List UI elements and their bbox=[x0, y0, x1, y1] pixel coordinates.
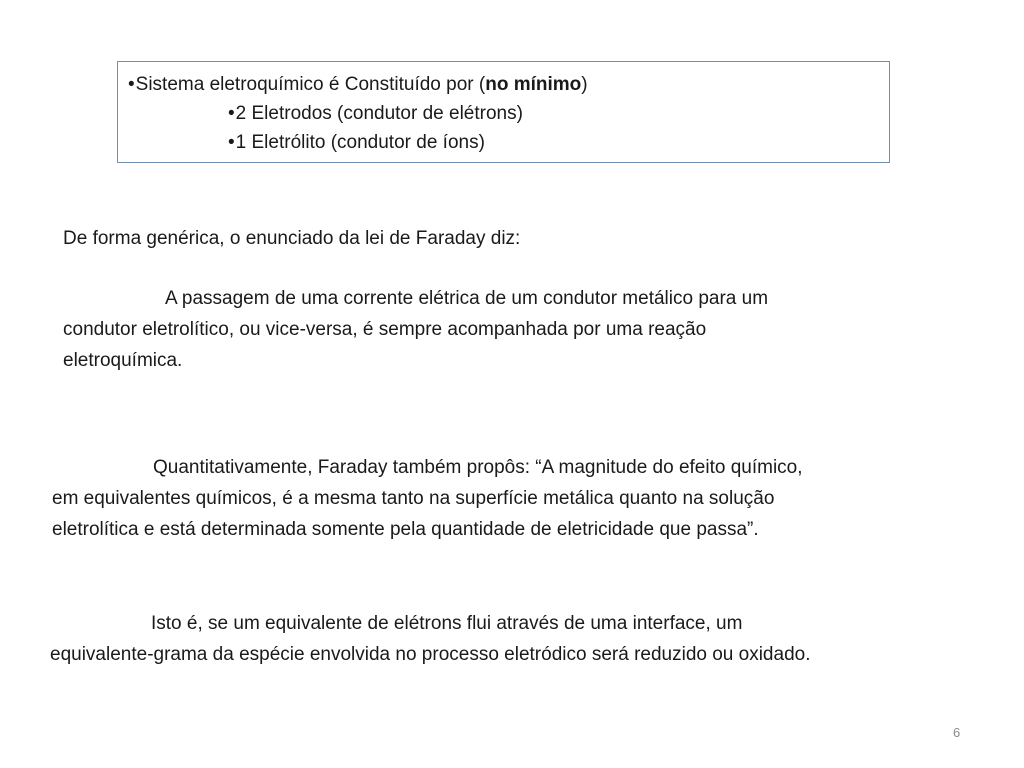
faraday-law-line-1: A passagem de uma corrente elétrica de um condutor metálico para um bbox=[165, 288, 769, 309]
box-subitem-electrodes bbox=[228, 99, 523, 128]
box-line-main bbox=[128, 70, 588, 99]
quantitative-paragraph bbox=[52, 452, 803, 545]
quantitative-line-3: eletrolítica e está determinada somente pela quantidade de eletricidade que passa”. bbox=[52, 519, 759, 540]
box-line-main-bold: no mínimo bbox=[485, 74, 582, 95]
quantitative-line-1: Quantitativamente, Faraday também propôs: “A magnitude do efeito químico, bbox=[153, 457, 803, 478]
box-subitem-electrolyte-text: 1 Eletrólito (condutor de íons) bbox=[235, 132, 485, 153]
box-line-main-suffix: ) bbox=[581, 74, 588, 95]
intro-paragraph: De forma genérica, o enunciado da lei de Faraday diz: bbox=[63, 228, 521, 249]
equivalent-line-1: Isto é, se um equivalente de elétrons flui através de uma interface, um bbox=[151, 613, 743, 634]
equivalent-paragraph bbox=[50, 608, 810, 670]
faraday-law-paragraph bbox=[63, 283, 768, 376]
faraday-law-line-3: eletroquímica. bbox=[63, 350, 183, 371]
faraday-law-line-2: condutor eletrolítico, ou vice-versa, é sempre acompanhada por uma reação bbox=[63, 319, 707, 340]
box-line-main-prefix: Sistema eletroquímico é Constituído por ( bbox=[135, 74, 486, 95]
page-number: 6 bbox=[953, 725, 961, 740]
bullet-icon: • bbox=[228, 132, 235, 153]
quantitative-line-2: em equivalentes químicos, é a mesma tanto na superfície metálica quanto na solução bbox=[52, 488, 775, 509]
box-subitem-electrolyte bbox=[228, 128, 485, 157]
bullet-icon: • bbox=[128, 74, 135, 95]
summary-box bbox=[117, 61, 890, 163]
box-subitem-electrodes-text: 2 Eletrodos (condutor de elétrons) bbox=[235, 103, 523, 124]
bullet-icon: • bbox=[228, 103, 235, 124]
equivalent-line-2: equivalente-grama da espécie envolvida no processo eletródico será reduzido ou oxidado. bbox=[50, 644, 811, 665]
